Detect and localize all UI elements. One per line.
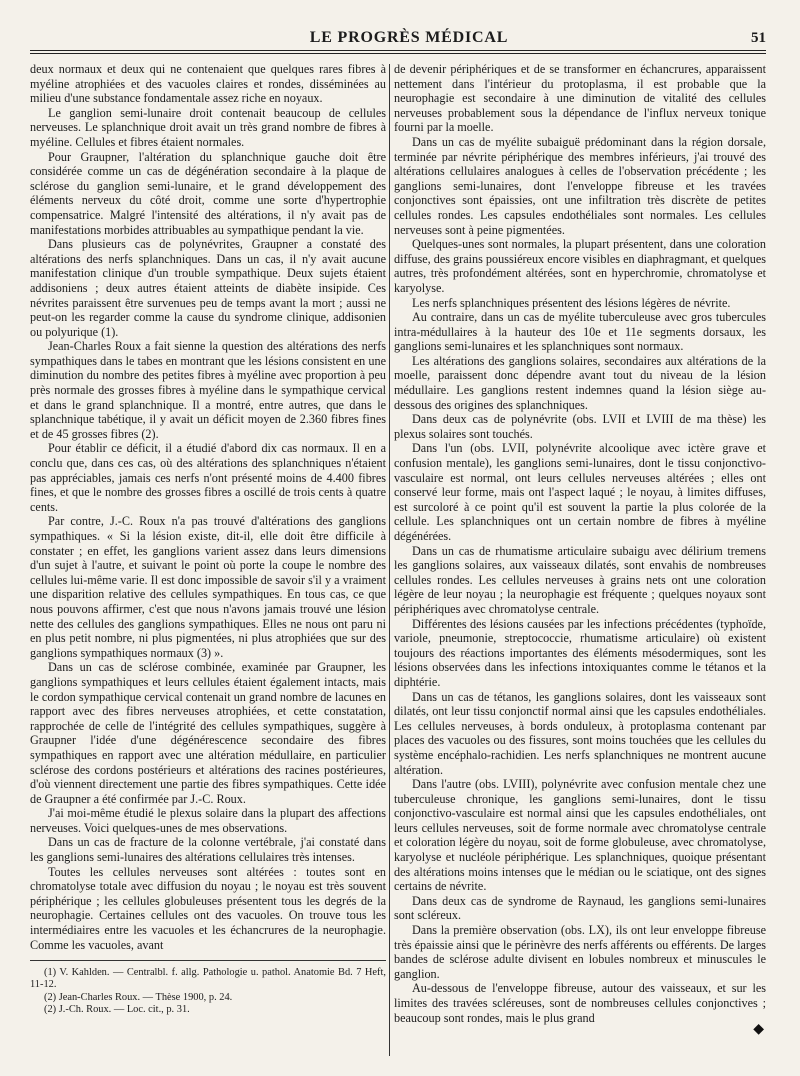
end-ornament-icon: ◆ bbox=[753, 1022, 764, 1037]
page-header bbox=[52, 26, 766, 50]
paragraph: Le ganglion semi-lunaire droit contenait beaucoup de cellules nerveuses. Le splanchnique droit avait un très grand nombre de fibres à myéline. Cellules et fibres étaient normales. bbox=[30, 105, 386, 149]
page-number: 51 bbox=[751, 30, 766, 46]
paragraph: Dans un cas de rhumatisme articulaire subaigu avec délirium tremens les ganglions solaires, aux vaisseaux dilatés, sont envahis de nombreuses cellules rondes. Les cellules nerveuses à grains nets ont une coloration légère de leur noyau ; la neurophagie est fréquente ; quelques noyaux sont périphériques avec chromatolyse centrale. bbox=[394, 543, 766, 616]
footnote: (2) Jean-Charles Roux. — Thèse 1900, p. 24. bbox=[44, 991, 233, 1003]
paragraph: Par contre, J.-C. Roux n'a pas trouvé d'altérations des ganglions sympathiques. « Si la lésion existe, dit-il, elle doit être difficile à constater ; en effet, les ganglions varient assez dans leurs dimensions d'un sujet à l'autre, et suivant le point où porte la coupe le nombre des cellules lui-même varie. Il est donc impossible de savoir s'il y a vraiment une disparition relative des cellules sympathiques. En tous cas, ce que nous pouvons affirmer, c'est que nous n'avons jamais trouvé une lésion nette des cellules des ganglions sympathiques. Elles ne nous ont paru ni en plus petit nombre, ni plus pigmentées, ni plus atrophiées que sur des ganglions sympathiques normaux (3) ». bbox=[30, 514, 386, 660]
right-column bbox=[394, 62, 766, 1066]
paragraph: Dans deux cas de polynévrite (obs. LVII et LVIII de ma thèse) les plexus solaires sont touchés. bbox=[394, 412, 766, 441]
footnote: (2) J.-Ch. Roux. — Loc. cit., p. 31. bbox=[44, 1003, 190, 1015]
paragraph: Toutes les cellules nerveuses sont altérées : toutes sont en chromatolyse totale avec diffusion du noyau ; le noyau est très souvent périphérique ; les cellules globuleuses présentent tous les degrés de la neurophagie. Certaines cellules ont des vacuoles. On trouve tous les intermédiaires entre les vacuoles et les échancrures de la neurophagie. Comme les vacuoles, avant bbox=[30, 864, 386, 952]
paragraph: de devenir périphériques et de se transformer en échancrures, apparaissent nettement dans l'intérieur du protoplasma, il est probable que la neurophagie est secondaire à une diminution de vitalité des cellules nerveuses probablement sous la dépendance de l'influx nerveux tonique fourni par la moelle. bbox=[394, 62, 766, 135]
paragraph: Dans deux cas de syndrome de Raynaud, les ganglions semi-lunaires sont scléreux. bbox=[394, 893, 766, 923]
paragraph: deux normaux et deux qui ne contenaient que quelques rares fibres à myéline atrophiées et des vacuoles claires et rondes, disséminées au milieu d'une substance fondamentale assez riche en noyaux. bbox=[30, 62, 386, 106]
column-divider bbox=[389, 64, 390, 1056]
paragraph: Pour établir ce déficit, il a étudié d'abord dix cas normaux. Il en a conclu que, dans ces cas, où des altérations des splanchniques n'étaient pas appréciables, jamais ces nerfs n'ont présenté moins de 4.400 fibres fines, et que le nombre des grosses fibres a oscillé de trois cents à quatre cents. bbox=[30, 441, 386, 514]
header-rule bbox=[30, 50, 766, 54]
paragraph: Au-dessous de l'enveloppe fibreuse, autour des vaisseaux, et sur les limites des travées scléreuses, sont de nombreuses cellules conjonctives ; beaucoup sont rondes, mais le plus grand bbox=[394, 981, 766, 1025]
paragraph: Dans l'autre (obs. LVIII), polynévrite avec confusion mentale chez une tuberculeuse chronique, les ganglions semi-lunaires, dont le tissu conjonctivo-vasculaire est normal ainsi que les capsules endothéliales, ont leurs cellules nerveuses, soit de forme normale avec chromatolyse centrale et coloration légère du noyau, soit de forme globuleuse, avec chromatolyse, karyolyse et nucléole périphérique. Les splanchniques, quoique présentant des altérations moins intenses que le médian ou le sciatique, ont des signes certains de névrite. bbox=[394, 777, 766, 894]
paragraph: Jean-Charles Roux a fait sienne la question des altérations des nerfs sympathiques dans le tabes en montrant que les lésions consistent en une diminution du nombre des petites fibres à myéline avec proportion à peu près normale des grosses fibres à myéline dans le sympathique cervical et dans le grand splanchnique. Il a montré, entre autres, que dans le splanchnique tabétique, il y avait un déficit moyen de 2.360 fibres fines et de 45 grosses fibres (2). bbox=[30, 339, 386, 441]
left-column bbox=[30, 62, 386, 1066]
paragraph: Dans l'un (obs. LVII, polynévrite alcoolique avec ictère grave et confusion mentale), les ganglions semi-lunaires, dont le tissu conjonctivo-vasculaire est normal, ont leurs cellules nerveuses altérées ; elles ont conservé leur forme, mais ont l'aspect laqué ; le noyau, à limites diffuses, est surcoloré à ce point qu'il est souvent la partie la plus colorée de la cellule. Les splanchniques ont un certain nombre de fibres à myéline dégénérées. bbox=[394, 441, 766, 543]
paragraph: Dans un cas de fracture de la colonne vertébrale, j'ai constaté dans les ganglions semi-lunaires des altérations cellulaires très intenses. bbox=[30, 835, 386, 865]
paragraph: Dans un cas de sclérose combinée, examinée par Graupner, les ganglions sympathiques et leurs cellules étaient également intacts, mais le cordon sympathique cervical contenait un grand nombre de lacunes en rapport avec des fibres nerveuses atrophiées, et cette constatation, rapprochée de celle de l'intégrité des cellules sympathiques, suggère à Graupner l'idée d'une dégénérescence secondaire des fibres sympathiques en rapport avec une altération médullaire, en particulier sclérose des cordons postérieurs et altérations des racines postérieures, d'où viennent directement une partie des fibres sympathiques. Cette idée de Graupner a été confirmée par J.-C. Roux. bbox=[30, 660, 386, 806]
paragraph: Au contraire, dans un cas de myélite tuberculeuse avec gros tubercules intra-médullaires à la hauteur des 10e et 11e segments dorsaux, les ganglions semi-lunaires et les splanchniques sont normaux. bbox=[394, 310, 766, 354]
paragraph: Dans la première observation (obs. LX), ils ont leur enveloppe fibreuse très épaissie ainsi que le périnèvre des nerfs afférents ou efférents. De larges bandes de sclérose adulte divisent en lobules nombreux et minuscules le ganglion. bbox=[394, 923, 766, 981]
paragraph: Les nerfs splanchniques présentent des lésions légères de névrite. bbox=[412, 295, 731, 310]
footnote-rule bbox=[30, 960, 386, 961]
paragraph: Dans plusieurs cas de polynévrites, Graupner a constaté des altérations des nerfs splanchniques. Dans un cas, il n'y avait aucune manifestation clinique d'un trouble sympathique. Deux sujets étaient addisoniens ; deux autres étaient atteints de diabète insipide. Ces névrites paraissent être survenues peu de temps avant la mort ; aussi ne peut-on les regarder comme la cause du syndrome clinique, addisonien ou polyurique (1). bbox=[30, 237, 386, 339]
paragraph: J'ai moi-même étudié le plexus solaire dans la plupart des affections nerveuses. Voici quelques-unes de mes observations. bbox=[30, 806, 386, 835]
journal-title: LE PROGRÈS MÉDICAL bbox=[309, 29, 509, 46]
paragraph: Les altérations des ganglions solaires, secondaires aux altérations de la moelle, paraissent donc dépendre avant tout du niveau de la lésion médullaire. Les ganglions restent indemnes quand la lésion siège au-dessous des origines des splanchniques. bbox=[394, 353, 766, 412]
paragraph: Dans un cas de myélite subaiguë prédominant dans la région dorsale, terminée par névrite périphérique des membres inférieurs, j'ai trouvé des altérations cellulaires analogues à celles de l'observation précédente ; les ganglions semi-lunaires, dont l'enveloppe fibreuse et les travées conjonctives sont épaissies, ont une infiltration très discrète de petites cellules rondes. Les capsules endothéliales sont normales. Les cellules nerveuses sont à peine pigmentées. bbox=[394, 134, 766, 237]
paragraph: Pour Graupner, l'altération du splanchnique gauche doit être considérée comme un cas de dégénération secondaire à la plaque de sclérose du ganglion semi-lunaire, et le grand développement des éléments nerveux du côté droit, comme une sorte d'hypertrophie compensatrice. Malgré l'intensité des altérations, il n'y avait pas de manifestations morbides attribuables au sympathique pendant la vie. bbox=[30, 149, 386, 237]
footnote: (1) V. Kahlden. — Centralbl. f. allg. Pathologie u. pathol. Anatomie Bd. 7 Heft, 11-12. bbox=[30, 967, 386, 991]
paragraph: Dans un cas de tétanos, les ganglions solaires, dont les vaisseaux sont dilatés, ont leur tissu conjonctif normal ainsi que les capsules endothéliales. Les cellules nerveuses, à bords onduleux, à protoplasma contenant par places des vacuoles ou des fissures, sont moins touchées que les cellules du système encéphalo-rachidien. Les nerfs splanchniques ne montrent aucune altération. bbox=[394, 689, 766, 777]
paragraph: Quelques-unes sont normales, la plupart présentent, dans une coloration diffuse, des grains poussiéreux encore visibles en diaphragmant, et quelques autres, très profondément altérées, sont en hyperchromie, chromatolyse et karyolyse. bbox=[394, 237, 766, 295]
paragraph: Différentes des lésions causées par les infections précédentes (typhoïde, variole, pneumonie, streptococcie, rhumatisme articulaire) où existent toujours des réactions importantes des éléments mésodermiques, sont les lésions observées dans les infections intoxiquantes comme le tétanos et la diphtérie. bbox=[394, 616, 766, 689]
